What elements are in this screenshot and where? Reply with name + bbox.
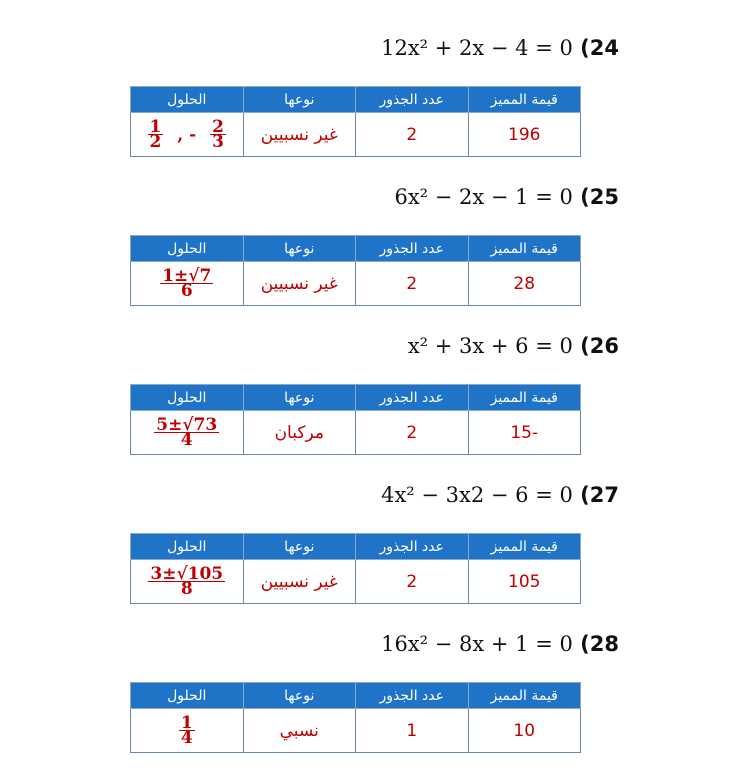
problem-number: (26: [572, 334, 619, 358]
header-solutions: الحلول: [131, 236, 244, 262]
fraction: $\frac{2}{3}$: [212, 117, 224, 152]
solution-table-26: [130, 384, 581, 455]
fraction: $\frac{1}{2}$: [149, 117, 162, 152]
fraction: $\frac{1\pm√7}{6}$: [162, 266, 212, 301]
header-roots-count: عدد الجذور: [356, 236, 469, 262]
solutions-value: [131, 262, 244, 306]
fraction: $\frac{5\pm√73}{4}$: [156, 415, 218, 450]
type-value: غير نسبيين: [243, 262, 356, 306]
type-value: مركبان: [243, 411, 356, 455]
header-type: نوعها: [243, 87, 356, 113]
equation-27: [381, 483, 619, 507]
solution-table-28: [130, 682, 581, 753]
solutions-value: [131, 560, 244, 604]
header-type: نوعها: [243, 385, 356, 411]
discriminant-value: 28: [468, 262, 581, 306]
equation-text: x² + 3x + 6 = 0: [407, 334, 573, 358]
solution-table-27: [130, 533, 581, 604]
table-row: [131, 560, 581, 604]
table-row: [131, 262, 581, 306]
fraction: $\frac{3\pm√105}{8}$: [150, 564, 224, 599]
header-discriminant: قيمة المميز: [468, 683, 581, 709]
equation-25: [394, 185, 619, 209]
header-discriminant: قيمة المميز: [468, 236, 581, 262]
equation-text: 6x² − 2x − 1 = 0: [394, 185, 573, 209]
equation-28: [381, 632, 619, 656]
header-discriminant: قيمة المميز: [468, 87, 581, 113]
discriminant-value: -15: [468, 411, 581, 455]
header-solutions: الحلول: [131, 87, 244, 113]
header-discriminant: قيمة المميز: [468, 534, 581, 560]
header-roots-count: عدد الجذور: [356, 87, 469, 113]
type-value: نسبي: [243, 709, 356, 753]
equation-text: 4x² − 3x2 − 6 = 0: [381, 483, 573, 507]
table-row: [131, 113, 581, 157]
header-type: نوعها: [243, 683, 356, 709]
equation-26: [408, 334, 619, 358]
problem-number: (25: [572, 185, 619, 209]
header-solutions: الحلول: [131, 683, 244, 709]
header-solutions: الحلول: [131, 385, 244, 411]
solutions-value: [131, 411, 244, 455]
equation-24: [381, 36, 619, 60]
roots-count-value: 2: [356, 262, 469, 306]
equation-text: 16x² − 8x + 1 = 0: [381, 632, 573, 656]
solution-table-24: [130, 86, 581, 157]
header-roots-count: عدد الجذور: [356, 534, 469, 560]
header-type: نوعها: [243, 236, 356, 262]
roots-count-value: 2: [356, 560, 469, 604]
fraction: $\frac{1}{4}$: [180, 713, 193, 748]
table-row: [131, 709, 581, 753]
equation-text: 12x² + 2x − 4 = 0: [381, 36, 573, 60]
header-roots-count: عدد الجذور: [356, 385, 469, 411]
table-row: [131, 411, 581, 455]
solutions-value: [131, 113, 244, 157]
header-discriminant: قيمة المميز: [468, 385, 581, 411]
solutions-value: [131, 709, 244, 753]
roots-count-value: 2: [356, 411, 469, 455]
discriminant-value: 105: [468, 560, 581, 604]
roots-count-value: 1: [356, 709, 469, 753]
problem-number: (28: [572, 632, 619, 656]
type-value: غير نسبيين: [243, 560, 356, 604]
discriminant-value: 10: [468, 709, 581, 753]
discriminant-value: 196: [468, 113, 581, 157]
roots-count-value: 2: [356, 113, 469, 157]
problem-number: (24: [572, 36, 619, 60]
header-solutions: الحلول: [131, 534, 244, 560]
problem-number: (27: [572, 483, 619, 507]
header-type: نوعها: [243, 534, 356, 560]
separator: , -: [177, 124, 197, 145]
solution-table-25: [130, 235, 581, 306]
header-roots-count: عدد الجذور: [356, 683, 469, 709]
type-value: غير نسبيين: [243, 113, 356, 157]
